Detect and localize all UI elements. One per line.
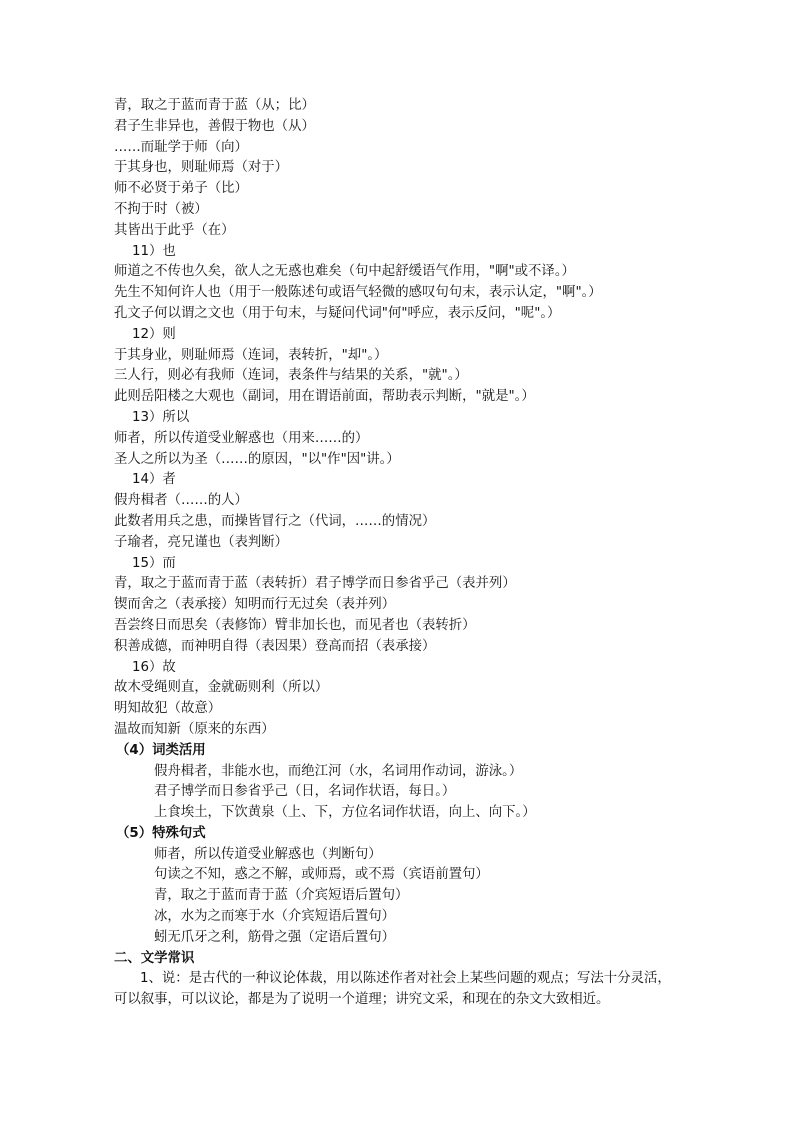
text-line: 不拘于时（被） (114, 201, 208, 217)
section-heading: （4）词类活用 (116, 742, 206, 758)
text-line: 此数者用兵之患，而操皆冒行之（代词，……的情况） (114, 513, 436, 529)
text-line: 君子博学而日参省乎己（日，名词作状语，每日。） (154, 784, 456, 800)
section-heading: （5）特殊句式 (116, 825, 206, 841)
text-line: 积善成德，而神明自得（表因果）登高而招（表承接） (114, 638, 436, 654)
text-line: 师者，所以传道受业解惑也（用来……的） (114, 430, 369, 446)
text-line: 先生不知何许人也（用于一般陈述句或语气轻微的感叹句句末，表示认定，"啊"。） (114, 285, 602, 301)
subsection-heading: 11）也 (132, 243, 176, 259)
paragraph-line-1: 1、说：是古代的一种议论体裁，用以陈述作者对社会上某些问题的观点；写法十分灵活， (140, 971, 671, 987)
text-line: 孔文子何以谓之文也（用于句末，与疑问代词"何"呼应，表示反问，"呢"。） (114, 305, 561, 321)
text-line: 师者，所以传道受业解惑也（判断句） (154, 846, 382, 862)
text-line: 假舟楫者，非能水也，而绝江河（水，名词用作动词，游泳。） (154, 763, 523, 779)
text-line: 于其身也，则耻师焉（对于） (114, 160, 289, 176)
text-line: 温故而知新（原来的东西） (114, 721, 275, 737)
text-line: 于其身业，则耻师焉（连词，表转折，"却"。） (114, 347, 388, 363)
subsection-heading: 14）者 (132, 472, 176, 488)
subsection-heading: 12）则 (132, 326, 176, 342)
paragraph (114, 969, 694, 1011)
text-line: 吾尝终日而思矣（表修饰）臂非加长也，而见者也（表转折） (114, 617, 476, 633)
chapter-heading: 二、文学常识 (114, 950, 195, 966)
text-line: 假舟楫者（……的人） (114, 493, 248, 509)
text-line: 三人行，则必有我师（连词，表条件与结果的关系，"就"。） (114, 368, 468, 384)
text-line: 明知故犯（故意） (114, 701, 222, 717)
text-line: 其皆出于此乎（在） (114, 222, 235, 238)
text-line: 圣人之所以为圣（……的原因，"以"作"因"讲。） (114, 451, 400, 467)
text-line: 师道之不传也久矣，欲人之无惑也难矣（句中起舒缓语气作用，"啊"或不译。） (114, 264, 575, 280)
text-line: 上食埃土，下饮黄泉（上、下，方位名词作状语，向上、向下。） (154, 805, 536, 821)
text-line: 句读之不知，惑之不解，或师焉，或不焉（宾语前置句） (154, 867, 489, 883)
text-line: 青，取之于蓝而青于蓝（介宾短语后置句） (154, 888, 409, 904)
document-body (114, 96, 694, 1011)
text-line: 此则岳阳楼之大观也（副词，用在谓语前面，帮助表示判断，"就是"。） (114, 389, 535, 405)
text-line: 冰，水为之而寒于水（介宾短语后置句） (154, 909, 396, 925)
subsection-heading: 16）故 (132, 659, 176, 675)
text-line: 故木受绳则直，金就砺则利（所以） (114, 680, 329, 696)
subsection-heading: 13）所以 (132, 409, 190, 425)
text-line: 青，取之于蓝而青于蓝（从；比） (114, 98, 315, 113)
text-line: 蚓无爪牙之利，筋骨之强（定语后置句） (154, 929, 396, 945)
text-line: ……而耻学于师（向） (114, 139, 248, 155)
text-line: 锲而舍之（表承接）知明而行无过矣（表并列） (114, 597, 396, 613)
text-line: 君子生非异也，善假于物也（从） (114, 118, 315, 134)
text-line: 子瑜者，亮兄谨也（表判断） (114, 534, 289, 550)
text-line: 青，取之于蓝而青于蓝（表转折）君子博学而日参省乎己（表并列） (114, 576, 516, 592)
subsection-heading: 15）而 (132, 555, 176, 571)
paragraph-line-2: 可以叙事，可以议论，都是为了说明一个道理；讲究文采，和现在的杂文大致相近。 (114, 992, 610, 1008)
text-line: 师不必贤于弟子（比） (114, 181, 248, 197)
